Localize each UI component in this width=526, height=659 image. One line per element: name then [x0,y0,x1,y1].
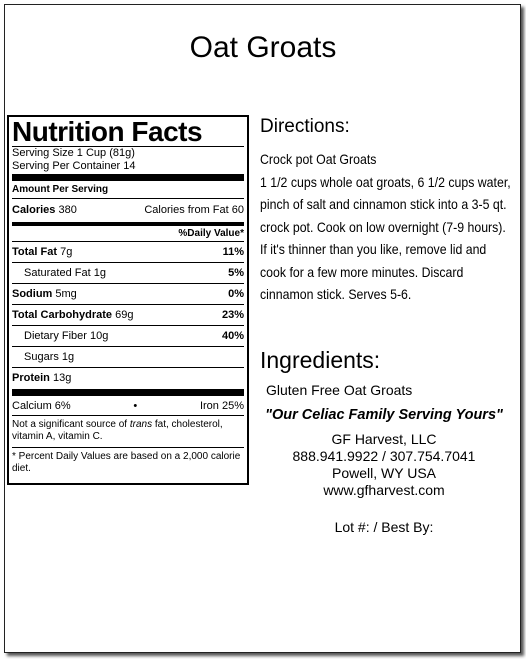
directions-line: cook for a few more minutes. Discard [260,263,464,280]
company-location: Powell, WY USA [332,465,436,481]
nutrient-row-total-carbohydrate: Total Carbohydrate 69g 23% [12,304,244,325]
calories-row [12,198,244,221]
directions-line: If it's thinner than you like, remove lid and [260,241,487,257]
company-name: GF Harvest, LLC [331,431,437,447]
calories-value: 380 [58,204,77,216]
not-significant-note: Not a significant source of trans fat, cholesterol, vitamin A, vitamin C. [12,419,223,442]
serving-size: Serving Size 1 Cup (81g) [12,147,135,159]
daily-value-header: %Daily Value* [178,228,244,239]
directions-line: crock pot. Cook on low overnight (7-9 hours). [260,218,506,235]
nutrient-row-protein: Protein 13g [12,367,244,388]
company-phone: 888.941.9922 / 307.754.7041 [292,448,476,464]
nutrient-row-sodium: Sodium 5mg 0% [12,283,244,304]
directions-line: pinch of salt and cinnamon stick into a 3-5 qt. [260,196,507,212]
amount-per-serving: Amount Per Serving [12,184,109,195]
directions-text [260,148,524,306]
directions-line: Crock pot Oat Groats [260,151,377,167]
directions-line: 1 1/2 cups whole oat groats, 6 1/2 cups water, [260,173,511,190]
vitamins-row [12,397,244,415]
lot-best-by: Lot #: / Best By: [334,519,434,535]
nutrition-facts-heading: Nutrition Facts [12,116,203,147]
ingredients-item: Gluten Free Oat Groats [266,382,413,398]
ingredients-heading: Ingredients: [260,347,381,373]
divider-medium [12,222,244,226]
iron: Iron 25% [199,400,244,412]
directions-line: cinnamon stick. Serves 5-6. [260,286,412,302]
bullet-separator: • [133,400,138,412]
company-website: www.gfharvest.com [323,482,445,498]
product-title: Oat Groats [189,31,337,64]
servings-per-container: Serving Per Container 14 [12,160,136,172]
divider-thick [12,389,244,396]
nutrient-row-total-fat: Total Fat 7g 11% [12,241,244,262]
calories-from-fat: Calories from Fat 60 [144,204,244,216]
nutrient-row-sugars: Sugars 1g [12,346,244,367]
calories-label: Calories [12,204,56,216]
directions-heading: Directions: [260,116,350,137]
nutrient-row-dietary-fiber: Dietary Fiber 10g 40% [12,325,244,346]
motto: "Our Celiac Family Serving Yours" [265,407,503,423]
nutrient-row-saturated-fat: Saturated Fat 1g 5% [12,262,244,283]
company-info [252,431,516,499]
divider-thick [12,174,244,181]
nutrition-facts-panel [7,115,249,485]
calcium: Calcium 6% [12,400,71,412]
daily-value-footnote: * Percent Daily Values are based on a 2,000 calorie diet. [12,451,241,474]
